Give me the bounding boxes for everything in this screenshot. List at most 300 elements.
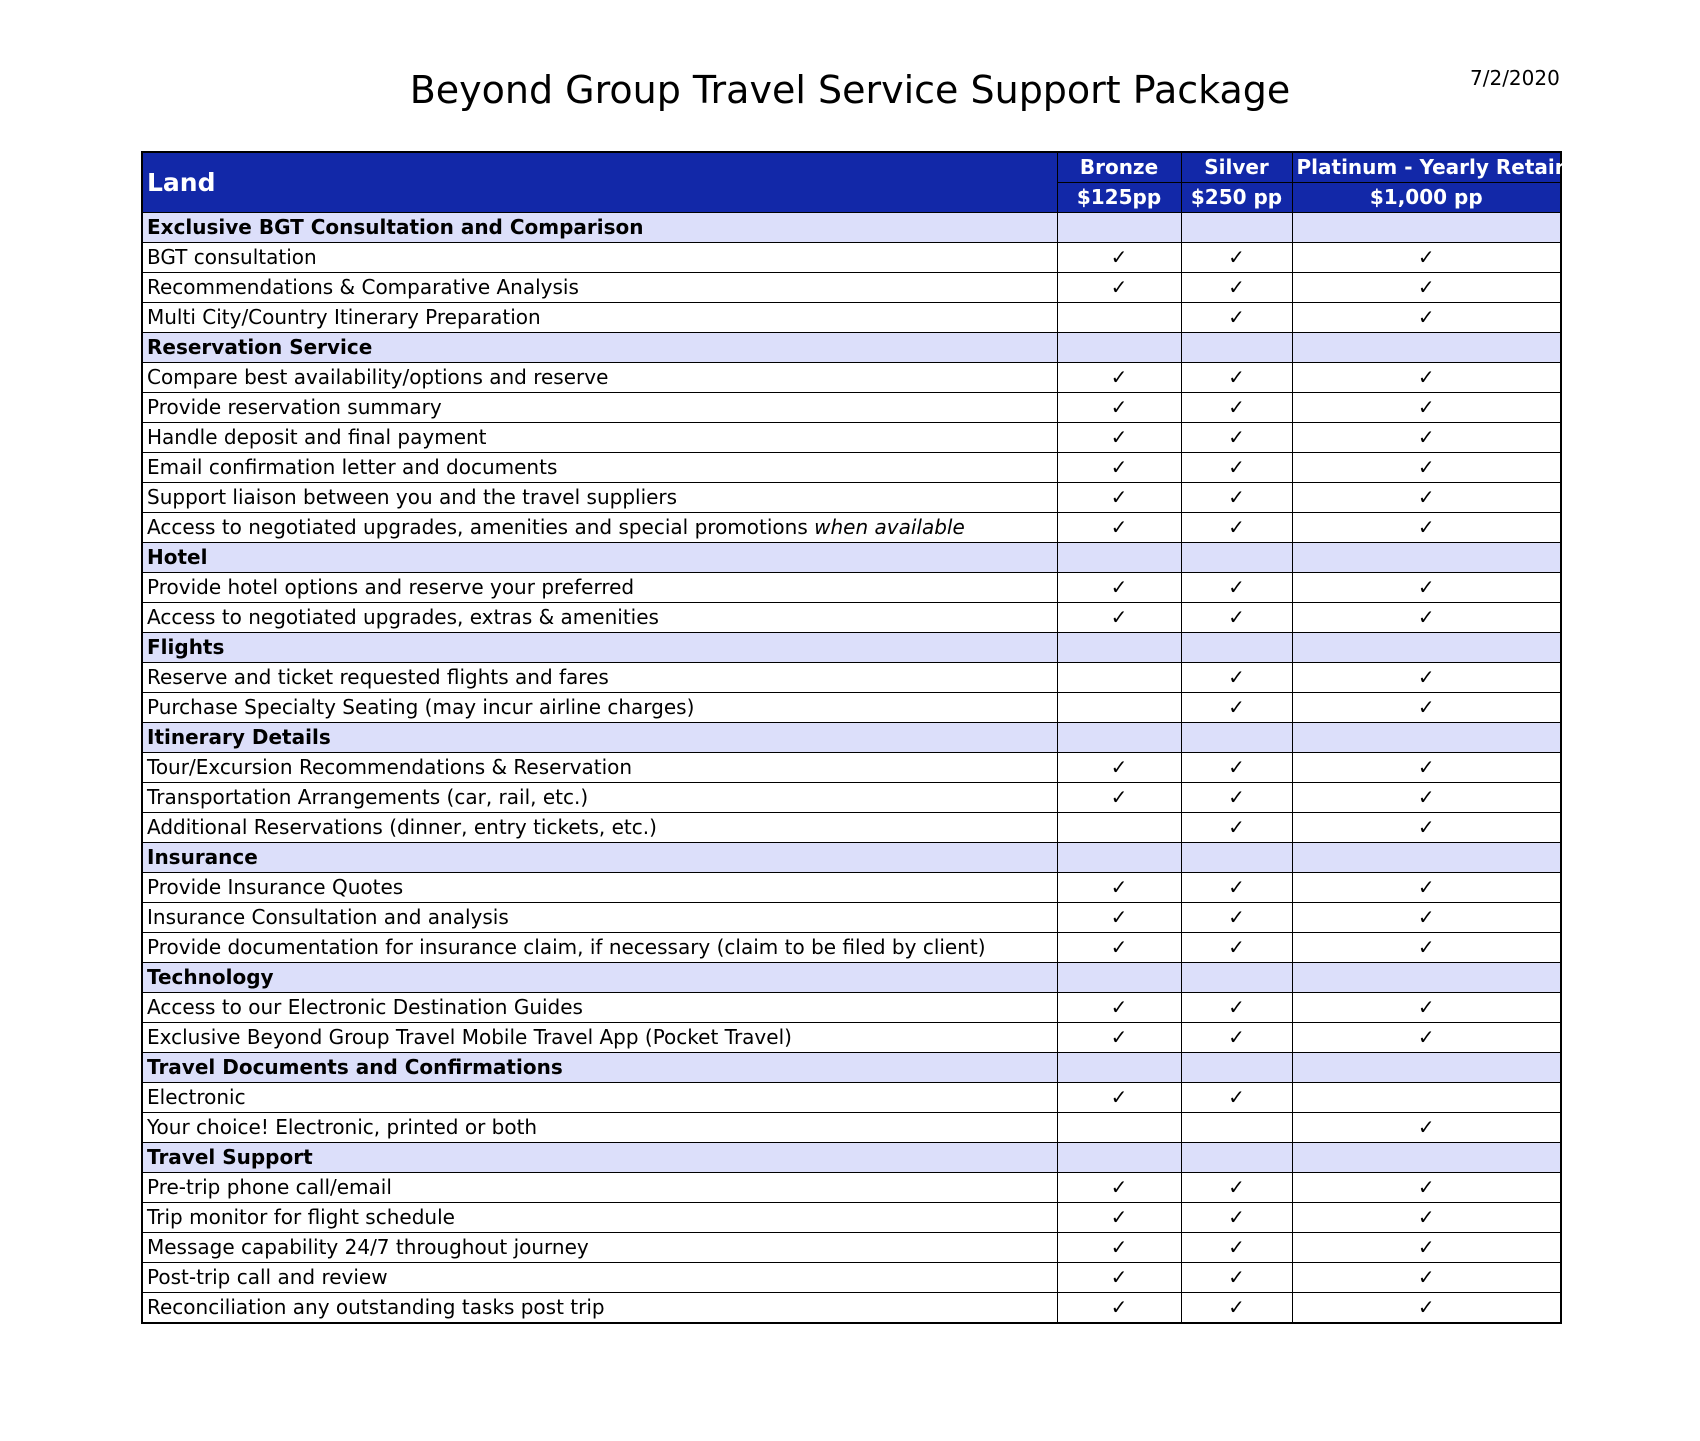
feature-cell [142, 1263, 1057, 1293]
mark-cell-platinum [1292, 1233, 1561, 1263]
checkmark-icon: ✓ [1417, 785, 1435, 809]
section-header-row [142, 963, 1561, 993]
feature-cell [142, 1173, 1057, 1203]
feature-label: Reserve and ticket requested flights and fares [147, 665, 609, 689]
mark-cell-silver [1181, 903, 1292, 933]
checkmark-icon: ✓ [1110, 365, 1128, 389]
mark-cell-platinum [1292, 303, 1561, 333]
mark-cell-bronze [1057, 483, 1181, 513]
section-header-row [142, 723, 1561, 753]
section-cell-silver [1181, 1053, 1292, 1083]
checkmark-icon: ✓ [1417, 305, 1435, 329]
table-row [142, 693, 1561, 723]
feature-cell [142, 273, 1057, 303]
checkmark-icon: ✓ [1110, 1025, 1128, 1049]
checkmark-icon: ✓ [1228, 695, 1245, 719]
mark-cell-silver [1181, 1293, 1292, 1324]
checkmark-icon: ✓ [1417, 575, 1435, 599]
mark-cell-silver [1181, 1203, 1292, 1233]
feature-cell [142, 1113, 1057, 1143]
checkmark-icon: ✓ [1228, 1085, 1245, 1109]
feature-label: Post-trip call and review [147, 1265, 388, 1289]
checkmark-icon: ✓ [1228, 995, 1245, 1019]
mark-cell-bronze [1057, 1203, 1181, 1233]
feature-cell [142, 243, 1057, 273]
section-cell-silver [1181, 723, 1292, 753]
feature-cell [142, 393, 1057, 423]
section-cell-bronze [1057, 963, 1181, 993]
feature-cell [142, 1293, 1057, 1324]
feature-label: Multi City/Country Itinerary Preparation [147, 305, 541, 329]
tier-name-silver: Silver [1181, 152, 1292, 183]
section-cell-bronze [1057, 1053, 1181, 1083]
document-date: 7/2/2020 [1470, 66, 1560, 90]
checkmark-icon: ✓ [1417, 875, 1435, 899]
checkmark-icon: ✓ [1110, 995, 1128, 1019]
mark-cell-platinum [1292, 933, 1561, 963]
checkmark-icon: ✓ [1110, 1205, 1128, 1229]
mark-cell-platinum [1292, 1083, 1561, 1113]
feature-cell [142, 783, 1057, 813]
checkmark-icon: ✓ [1110, 515, 1128, 539]
feature-cell [142, 1203, 1057, 1233]
feature-cell [142, 423, 1057, 453]
mark-cell-bronze [1057, 753, 1181, 783]
checkmark-icon: ✓ [1228, 305, 1245, 329]
mark-cell-silver [1181, 573, 1292, 603]
document-title: Beyond Group Travel Service Support Package [409, 68, 1291, 112]
checkmark-icon: ✓ [1228, 425, 1245, 449]
mark-cell-bronze [1057, 273, 1181, 303]
feature-label: Access to our Electronic Destination Guides [147, 995, 583, 1019]
checkmark-icon: ✓ [1228, 1235, 1245, 1259]
mark-cell-platinum [1292, 603, 1561, 633]
mark-cell-platinum [1292, 993, 1561, 1023]
table-row [142, 483, 1561, 513]
checkmark-icon: ✓ [1228, 935, 1245, 959]
feature-label: Provide reservation summary [147, 395, 442, 419]
feature-label: Access to negotiated upgrades, amenities and special promotions [147, 515, 815, 539]
mark-cell-bronze [1057, 993, 1181, 1023]
mark-cell-bronze [1057, 603, 1181, 633]
checkmark-icon: ✓ [1228, 905, 1245, 929]
checkmark-icon: ✓ [1110, 455, 1128, 479]
mark-cell-bronze [1057, 243, 1181, 273]
table-row [142, 1233, 1561, 1263]
mark-cell-silver [1181, 453, 1292, 483]
checkmark-icon: ✓ [1110, 485, 1128, 509]
table-row [142, 393, 1561, 423]
table-row [142, 273, 1561, 303]
checkmark-icon: ✓ [1228, 365, 1245, 389]
mark-cell-bronze [1057, 423, 1181, 453]
mark-cell-bronze [1057, 1113, 1181, 1143]
section-title: Itinerary Details [142, 723, 1057, 753]
table-row [142, 753, 1561, 783]
mark-cell-silver [1181, 423, 1292, 453]
mark-cell-silver [1181, 1083, 1292, 1113]
mark-cell-bronze [1057, 663, 1181, 693]
checkmark-icon: ✓ [1110, 395, 1128, 419]
feature-cell [142, 1233, 1057, 1263]
table-row [142, 1023, 1561, 1053]
feature-cell [142, 993, 1057, 1023]
mark-cell-platinum [1292, 453, 1561, 483]
feature-label: Purchase Specialty Seating (may incur airline charges) [147, 695, 695, 719]
table-row [142, 783, 1561, 813]
mark-cell-platinum [1292, 513, 1561, 543]
checkmark-icon: ✓ [1110, 275, 1128, 299]
mark-cell-bronze [1057, 933, 1181, 963]
mark-cell-platinum [1292, 1203, 1561, 1233]
mark-cell-platinum [1292, 573, 1561, 603]
checkmark-icon: ✓ [1417, 935, 1435, 959]
mark-cell-bronze [1057, 693, 1181, 723]
checkmark-icon: ✓ [1228, 275, 1245, 299]
feature-cell [142, 933, 1057, 963]
mark-cell-bronze [1057, 393, 1181, 423]
feature-cell [142, 363, 1057, 393]
checkmark-icon: ✓ [1417, 455, 1435, 479]
mark-cell-bronze [1057, 1263, 1181, 1293]
checkmark-icon: ✓ [1417, 905, 1435, 929]
checkmark-icon: ✓ [1110, 905, 1128, 929]
checkmark-icon: ✓ [1110, 245, 1128, 269]
section-cell-platinum [1292, 213, 1561, 243]
feature-label: Insurance Consultation and analysis [147, 905, 509, 929]
section-title: Travel Documents and Confirmations [142, 1053, 1057, 1083]
checkmark-icon: ✓ [1110, 935, 1128, 959]
section-title: Travel Support [142, 1143, 1057, 1173]
checkmark-icon: ✓ [1417, 245, 1435, 269]
feature-cell [142, 753, 1057, 783]
table-row [142, 813, 1561, 843]
table-row [142, 873, 1561, 903]
mark-cell-bronze [1057, 873, 1181, 903]
feature-label: Exclusive Beyond Group Travel Mobile Travel App (Pocket Travel) [147, 1025, 792, 1049]
feature-label: Handle deposit and final payment [147, 425, 487, 449]
table-row [142, 993, 1561, 1023]
tier-price-silver: $250 pp [1181, 183, 1292, 213]
section-cell-silver [1181, 843, 1292, 873]
checkmark-icon: ✓ [1417, 425, 1435, 449]
checkmark-icon: ✓ [1417, 365, 1435, 389]
section-header-row [142, 633, 1561, 663]
mark-cell-silver [1181, 1023, 1292, 1053]
checkmark-icon: ✓ [1228, 485, 1245, 509]
feature-label: BGT consultation [147, 245, 317, 269]
feature-label-note: when available [814, 515, 965, 539]
mark-cell-bronze [1057, 363, 1181, 393]
mark-cell-platinum [1292, 393, 1561, 423]
feature-cell [142, 663, 1057, 693]
checkmark-icon: ✓ [1417, 1025, 1435, 1049]
table-row [142, 423, 1561, 453]
mark-cell-platinum [1292, 363, 1561, 393]
table-row [142, 513, 1561, 543]
mark-cell-silver [1181, 1263, 1292, 1293]
checkmark-icon: ✓ [1228, 1265, 1245, 1289]
checkmark-icon: ✓ [1417, 1115, 1435, 1139]
mark-cell-bronze [1057, 903, 1181, 933]
section-title: Exclusive BGT Consultation and Comparison [142, 213, 1057, 243]
mark-cell-silver [1181, 813, 1292, 843]
mark-cell-platinum [1292, 753, 1561, 783]
section-cell-platinum [1292, 1053, 1561, 1083]
table-body [142, 213, 1561, 1324]
section-title: Flights [142, 633, 1057, 663]
section-title: Technology [142, 963, 1057, 993]
checkmark-icon: ✓ [1110, 755, 1128, 779]
section-cell-silver [1181, 633, 1292, 663]
feature-label: Reconciliation any outstanding tasks post trip [147, 1295, 605, 1319]
mark-cell-bronze [1057, 513, 1181, 543]
feature-label: Access to negotiated upgrades, extras & amenities [147, 605, 659, 629]
mark-cell-silver [1181, 1173, 1292, 1203]
feature-cell [142, 873, 1057, 903]
feature-cell [142, 603, 1057, 633]
tier-name-platinum: Platinum - Yearly Retainer [1292, 152, 1561, 183]
section-header-row [142, 543, 1561, 573]
mark-cell-platinum [1292, 1113, 1561, 1143]
checkmark-icon: ✓ [1417, 665, 1435, 689]
section-cell-bronze [1057, 543, 1181, 573]
table-row [142, 363, 1561, 393]
table-row [142, 573, 1561, 603]
checkmark-icon: ✓ [1110, 875, 1128, 899]
table-row [142, 1113, 1561, 1143]
mark-cell-platinum [1292, 423, 1561, 453]
section-cell-bronze [1057, 333, 1181, 363]
checkmark-icon: ✓ [1110, 575, 1128, 599]
checkmark-icon: ✓ [1228, 395, 1245, 419]
section-cell-bronze [1057, 843, 1181, 873]
mark-cell-silver [1181, 513, 1292, 543]
section-cell-bronze [1057, 633, 1181, 663]
mark-cell-bronze [1057, 1233, 1181, 1263]
mark-cell-bronze [1057, 303, 1181, 333]
mark-cell-silver [1181, 663, 1292, 693]
section-header-row [142, 333, 1561, 363]
section-cell-bronze [1057, 1143, 1181, 1173]
tier-name-header-row [142, 152, 1561, 183]
table-row [142, 1263, 1561, 1293]
mark-cell-silver [1181, 1233, 1292, 1263]
section-cell-platinum [1292, 633, 1561, 663]
section-cell-silver [1181, 333, 1292, 363]
mark-cell-platinum [1292, 1293, 1561, 1324]
checkmark-icon: ✓ [1417, 755, 1435, 779]
checkmark-icon: ✓ [1417, 695, 1435, 719]
section-cell-platinum [1292, 333, 1561, 363]
checkmark-icon: ✓ [1417, 995, 1435, 1019]
mark-cell-bronze [1057, 1023, 1181, 1053]
checkmark-icon: ✓ [1228, 755, 1245, 779]
feature-cell [142, 513, 1057, 543]
checkmark-icon: ✓ [1417, 485, 1435, 509]
tier-price-bronze: $125pp [1057, 183, 1181, 213]
checkmark-icon: ✓ [1228, 1025, 1245, 1049]
mark-cell-platinum [1292, 813, 1561, 843]
mark-cell-silver [1181, 303, 1292, 333]
feature-label: Provide hotel options and reserve your preferred [147, 575, 635, 599]
mark-cell-silver [1181, 753, 1292, 783]
feature-label: Tour/Excursion Recommendations & Reservation [147, 755, 633, 779]
feature-label: Trip monitor for flight schedule [147, 1205, 455, 1229]
table-row [142, 663, 1561, 693]
checkmark-icon: ✓ [1417, 605, 1435, 629]
mark-cell-bronze [1057, 783, 1181, 813]
feature-cell [142, 303, 1057, 333]
feature-cell [142, 1023, 1057, 1053]
feature-label: Pre-trip phone call/email [147, 1175, 392, 1199]
checkmark-icon: ✓ [1228, 1175, 1245, 1199]
feature-cell [142, 693, 1057, 723]
feature-label: Provide documentation for insurance claim, if necessary (claim to be filed by client) [147, 935, 986, 959]
section-cell-silver [1181, 963, 1292, 993]
tier-name-bronze: Bronze [1057, 152, 1181, 183]
checkmark-icon: ✓ [1228, 875, 1245, 899]
checkmark-icon: ✓ [1228, 1205, 1245, 1229]
checkmark-icon: ✓ [1228, 1295, 1245, 1319]
table-row [142, 603, 1561, 633]
mark-cell-bronze [1057, 1293, 1181, 1324]
checkmark-icon: ✓ [1228, 605, 1245, 629]
mark-cell-silver [1181, 603, 1292, 633]
mark-cell-platinum [1292, 1263, 1561, 1293]
checkmark-icon: ✓ [1228, 455, 1245, 479]
feature-cell [142, 453, 1057, 483]
table-row [142, 933, 1561, 963]
section-cell-platinum [1292, 543, 1561, 573]
checkmark-icon: ✓ [1228, 665, 1245, 689]
checkmark-icon: ✓ [1417, 815, 1435, 839]
section-header-row [142, 1053, 1561, 1083]
checkmark-icon: ✓ [1228, 815, 1245, 839]
mark-cell-platinum [1292, 663, 1561, 693]
feature-cell [142, 573, 1057, 603]
checkmark-icon: ✓ [1110, 1295, 1128, 1319]
checkmark-icon: ✓ [1110, 1235, 1128, 1259]
package-comparison-table [141, 151, 1593, 1324]
mark-cell-platinum [1292, 783, 1561, 813]
mark-cell-silver [1181, 273, 1292, 303]
category-header: Land [142, 152, 1057, 213]
section-cell-silver [1181, 1143, 1292, 1173]
section-title: Insurance [142, 843, 1057, 873]
tier-price-platinum: $1,000 pp [1292, 183, 1561, 213]
mark-cell-silver [1181, 783, 1292, 813]
checkmark-icon: ✓ [1417, 1205, 1435, 1229]
section-title: Hotel [142, 543, 1057, 573]
mark-cell-bronze [1057, 453, 1181, 483]
checkmark-icon: ✓ [1417, 1175, 1435, 1199]
mark-cell-platinum [1292, 873, 1561, 903]
mark-cell-platinum [1292, 243, 1561, 273]
mark-cell-silver [1181, 243, 1292, 273]
checkmark-icon: ✓ [1110, 1265, 1128, 1289]
table-row [142, 1173, 1561, 1203]
checkmark-icon: ✓ [1228, 575, 1245, 599]
mark-cell-bronze [1057, 573, 1181, 603]
feature-cell [142, 483, 1057, 513]
section-cell-platinum [1292, 843, 1561, 873]
feature-label: Electronic [147, 1085, 246, 1109]
checkmark-icon: ✓ [1417, 1235, 1435, 1259]
mark-cell-platinum [1292, 903, 1561, 933]
checkmark-icon: ✓ [1228, 245, 1245, 269]
section-cell-silver [1181, 213, 1292, 243]
checkmark-icon: ✓ [1417, 1265, 1435, 1289]
mark-cell-bronze [1057, 813, 1181, 843]
checkmark-icon: ✓ [1110, 1175, 1128, 1199]
mark-cell-bronze [1057, 1173, 1181, 1203]
table-row [142, 303, 1561, 333]
table-row [142, 1293, 1561, 1324]
feature-label: Email confirmation letter and documents [147, 455, 558, 479]
section-cell-bronze [1057, 723, 1181, 753]
checkmark-icon: ✓ [1417, 395, 1435, 419]
checkmark-icon: ✓ [1110, 605, 1128, 629]
mark-cell-platinum [1292, 693, 1561, 723]
checkmark-icon: ✓ [1417, 515, 1435, 539]
section-cell-silver [1181, 543, 1292, 573]
mark-cell-platinum [1292, 1173, 1561, 1203]
section-header-row [142, 213, 1561, 243]
feature-cell [142, 1083, 1057, 1113]
mark-cell-silver [1181, 1113, 1292, 1143]
mark-cell-silver [1181, 693, 1292, 723]
mark-cell-silver [1181, 363, 1292, 393]
feature-cell [142, 813, 1057, 843]
feature-cell [142, 903, 1057, 933]
mark-cell-silver [1181, 483, 1292, 513]
table-row [142, 903, 1561, 933]
mark-cell-silver [1181, 933, 1292, 963]
checkmark-icon: ✓ [1228, 785, 1245, 809]
feature-label: Additional Reservations (dinner, entry tickets, etc.) [147, 815, 657, 839]
checkmark-icon: ✓ [1110, 785, 1128, 809]
mark-cell-bronze [1057, 1083, 1181, 1113]
checkmark-icon: ✓ [1417, 275, 1435, 299]
table-row [142, 1203, 1561, 1233]
mark-cell-platinum [1292, 273, 1561, 303]
mark-cell-silver [1181, 993, 1292, 1023]
feature-label: Support liaison between you and the travel suppliers [147, 485, 678, 509]
section-cell-platinum [1292, 723, 1561, 753]
mark-cell-silver [1181, 873, 1292, 903]
checkmark-icon: ✓ [1228, 515, 1245, 539]
section-cell-platinum [1292, 963, 1561, 993]
section-cell-bronze [1057, 213, 1181, 243]
section-title: Reservation Service [142, 333, 1057, 363]
section-header-row [142, 1143, 1561, 1173]
feature-label: Your choice! Electronic, printed or both [147, 1115, 538, 1139]
checkmark-icon: ✓ [1417, 1295, 1435, 1319]
checkmark-icon: ✓ [1110, 425, 1128, 449]
mark-cell-platinum [1292, 483, 1561, 513]
feature-label: Recommendations & Comparative Analysis [147, 275, 579, 299]
feature-label: Transportation Arrangements (car, rail, etc.) [147, 785, 589, 809]
mark-cell-silver [1181, 393, 1292, 423]
mark-cell-platinum [1292, 1023, 1561, 1053]
checkmark-icon: ✓ [1110, 1085, 1128, 1109]
table-row [142, 1083, 1561, 1113]
section-header-row [142, 843, 1561, 873]
feature-label: Compare best availability/options and reserve [147, 365, 609, 389]
feature-label: Message capability 24/7 throughout journey [147, 1235, 589, 1259]
feature-label: Provide Insurance Quotes [147, 875, 404, 899]
